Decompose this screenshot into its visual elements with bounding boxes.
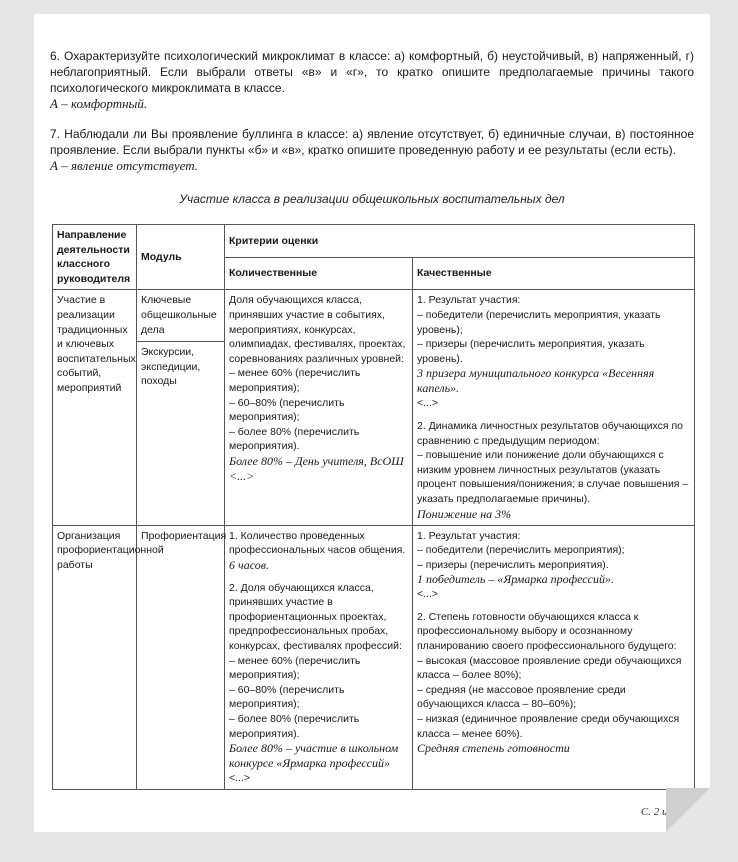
quant-heading: 2. Доля обучающихся класса, принявших участие в профориентационных проектах, предпрофессиональных пробах, конкурсах, фестивалях профессий: [229,581,402,653]
module-key-events: Ключевые общешкольные дела [141,294,217,336]
qual-item: – повышение или понижение доли обучающихся с низким уровнем личностных результатов (указать процент повышения/понижения; в случае повышения – указать предполагаемые причины). [417,449,689,505]
quant-item: – более 80% (перечислить мероприятия). [229,425,360,453]
cell-module: Профориентация [137,525,225,789]
qual-item: – призеры (перечислить мероприятия, указать уровень). [417,338,645,365]
question-6 [50,48,694,112]
qual-heading: 2. Степень готовности обучающихся класса к профессиональному выбору и осознанному планированию своего профессионального будущего: [417,610,677,653]
quant-item: – 60–80% (перечислить мероприятия); [229,396,345,424]
evaluation-table [52,224,695,790]
qual-ellipsis: <...> [417,588,439,601]
page-number: С. 2 из 6 [640,806,680,818]
question-7 [50,126,694,174]
table-row [53,290,695,525]
qual-item: – низкая (единичное проявление среди обучающихся класса – менее 60%). [417,713,680,740]
quant-intro: Доля обучающихся класса, принявших участие в событиях, мероприятиях, конкурсах, олимпиадах, фестивалях, проектах, соревнованиях различных уровней: [229,294,406,365]
header-qualitative: Качественные [413,257,695,290]
document-page [34,14,710,832]
cell-qualitative [413,525,695,789]
quant-answer: Более 80% – День учителя, ВсОШ <...> [229,453,404,483]
qual-heading: 1. Результат участия: [417,294,521,307]
cell-direction: Организация профориентационной работы [53,525,137,789]
table-header-row [53,225,695,258]
qual-heading: 1. Результат участия: [417,529,521,542]
quant-answer: Более 80% – участие в школьном конкурсе «Ярмарка профессий» [229,741,399,771]
qual-answer: 1 победитель – «Ярмарка профессий». [417,572,614,587]
quant-item: – менее 60% (перечислить мероприятия); [229,367,361,394]
cell-direction: Участие в реализации традиционных и ключевых воспитательных событий, мероприятий [53,290,137,525]
question-6-text: 6. Охарактеризуйте психологический микроклимат в классе: а) комфортный, б) неустойчивый, в) напряженный, г) неблагоприятный. Если выбрали ответы «в» и «г», то кратко опишите предполагаемые причины такого психологического микроклимата в классе. [50,49,694,95]
module-excursions: Экскурсии, экспедиции, походы [137,341,224,389]
qual-answer: Понижение на 3% [417,506,512,521]
question-7-answer: А – явление отсутствует. [50,158,199,173]
qual-item: – высокая (массовое проявление среди обучающихся класса – более 80%); [417,654,682,682]
qual-answer: Средняя степень готовности [417,741,570,756]
qual-ellipsis: <...> [417,397,439,410]
table-caption: Участие класса в реализации общешкольных воспитательных дел [179,192,565,206]
cell-qualitative [413,290,695,525]
header-criteria: Критерии оценки [225,225,695,258]
quant-heading: 1. Количество проведенных профессиональных часов общения. [229,529,406,557]
quant-answer: 6 часов. [229,557,269,572]
table-row [53,525,695,789]
header-direction: Направление деятельности классного руководителя [53,225,137,290]
header-quantitative: Количественные [225,257,413,290]
quant-item: – более 80% (перечислить мероприятия). [229,713,360,740]
question-7-text: 7. Наблюдали ли Вы проявление буллинга в классе: а) явление отсутствует, б) единичные случаи, в) постоянное проявление. Если выбрали пункты «б» и «в», кратко опишите проведенную работу и ее результаты (если есть). [50,127,694,157]
cell-quantitative [225,290,413,525]
page-corner-fold [666,788,710,832]
cell-module [137,290,225,525]
quant-item: – менее 60% (перечислить мероприятия); [229,654,361,682]
qual-item: – средняя (не массовое проявление среди обучающихся класса – 80–60%); [417,683,626,711]
header-module: Модуль [137,225,225,290]
quant-item: – 60–80% (перечислить мероприятия); [229,683,345,711]
qual-item: – призеры (перечислить мероприятия). [417,558,609,571]
question-6-answer: А – комфортный. [50,96,148,111]
cell-quantitative [225,525,413,789]
qual-item: – победители (перечислить мероприятия, указать уровень); [417,308,661,336]
qual-answer: 3 призера муниципального конкурса «Весенняя капель». [417,366,655,396]
qual-item: – победители (перечислить мероприятия); [417,544,625,557]
quant-ellipsis: <...> [229,772,251,785]
qual-heading: 2. Динамика личностных результатов обучающихся по сравнению с предыдущим периодом: [417,419,683,447]
